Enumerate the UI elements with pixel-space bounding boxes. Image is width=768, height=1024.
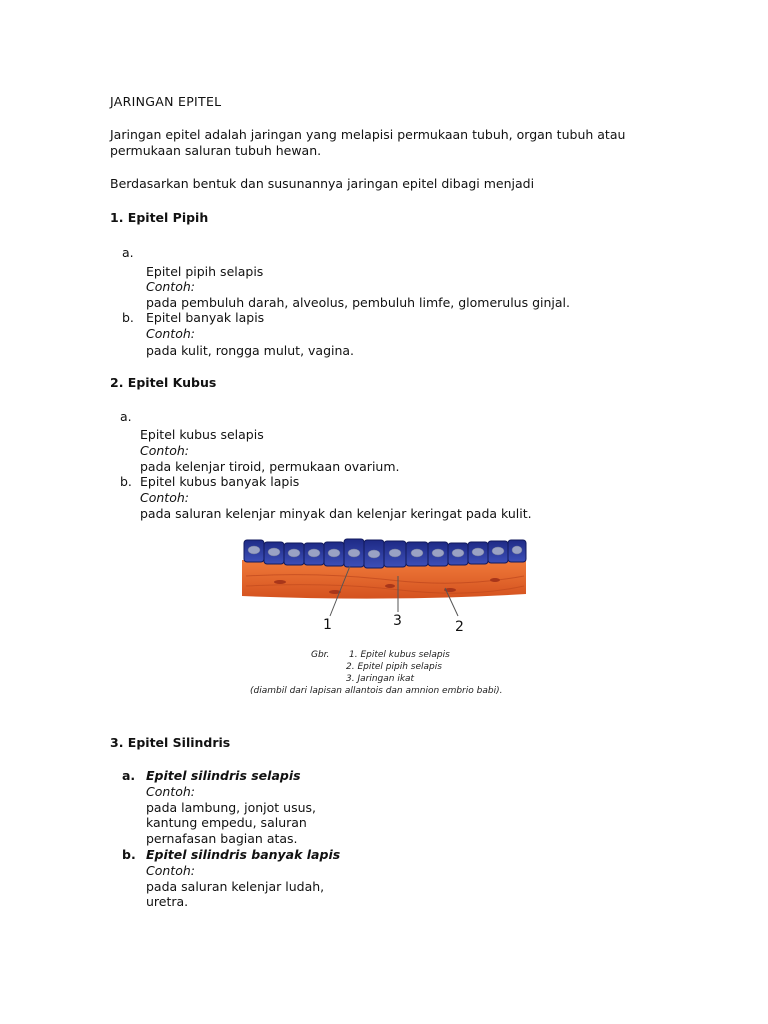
item-name: Epitel kubus banyak lapis (140, 474, 300, 489)
list-marker: a. (122, 768, 136, 783)
contoh-label: Contoh: (146, 326, 195, 341)
item-example-line: kantung empedu, saluran (146, 815, 307, 830)
item-example-line: pernafasan bagian atas. (146, 831, 298, 846)
item-example-line: pada lambung, jonjot usus, (146, 800, 317, 815)
epithelial-cells (244, 539, 526, 568)
intro-line-2: permukaan saluran tubuh hewan. (110, 143, 322, 158)
item-name: Epitel kubus selapis (140, 427, 264, 442)
contoh-label: Contoh: (140, 443, 189, 458)
list-marker: a. (122, 245, 134, 260)
item-name: Epitel banyak lapis (146, 310, 265, 325)
figure-caption-line1: 1. Epitel kubus selapis (349, 650, 450, 660)
division-text: Berdasarkan bentuk dan susunannya jaringan epitel dibagi menjadi (110, 176, 535, 191)
epithelium-figure (240, 536, 530, 641)
figure-label-3: 3 (393, 613, 402, 629)
list-marker: a. (120, 409, 132, 424)
figure-source: (diambil dari lapisan allantois dan amnion embrio babi). (250, 686, 503, 696)
figure-label-2: 2 (455, 619, 464, 635)
list-marker: b. (122, 847, 136, 862)
figure-label-1: 1 (323, 617, 332, 633)
section-heading-pipih: 1. Epitel Pipih (110, 210, 209, 225)
page-title: JARINGAN EPITEL (110, 94, 222, 109)
section-heading-silindris: 3. Epitel Silindris (110, 735, 231, 750)
section-heading-kubus: 2. Epitel Kubus (110, 375, 217, 390)
item-example: pada kelenjar tiroid, permukaan ovarium. (140, 459, 400, 474)
figure-caption-prefix: Gbr. (311, 650, 330, 660)
item-example: pada kulit, rongga mulut, vagina. (146, 343, 355, 358)
contoh-label: Contoh: (140, 490, 189, 505)
item-name: Epitel silindris banyak lapis (146, 847, 341, 862)
item-example: pada saluran kelenjar minyak dan kelenjar keringat pada kulit. (140, 506, 532, 521)
contoh-label: Contoh: (146, 279, 195, 294)
figure-caption-line3: 3. Jaringan ikat (346, 674, 415, 684)
item-example-line: pada saluran kelenjar ludah, (146, 879, 325, 894)
contoh-label: Contoh: (146, 784, 195, 799)
list-marker: b. (122, 310, 134, 325)
intro-line-1: Jaringan epitel adalah jaringan yang melapisi permukaan tubuh, organ tubuh atau (110, 127, 626, 142)
item-name: Epitel silindris selapis (146, 768, 301, 783)
item-example: pada pembuluh darah, alveolus, pembuluh limfe, glomerulus ginjal. (146, 295, 570, 310)
list-marker: b. (120, 474, 132, 489)
item-example-line: uretra. (146, 894, 189, 909)
contoh-label: Contoh: (146, 863, 195, 878)
item-name: Epitel pipih selapis (146, 264, 264, 279)
figure-caption-line2: 2. Epitel pipih selapis (346, 662, 442, 672)
